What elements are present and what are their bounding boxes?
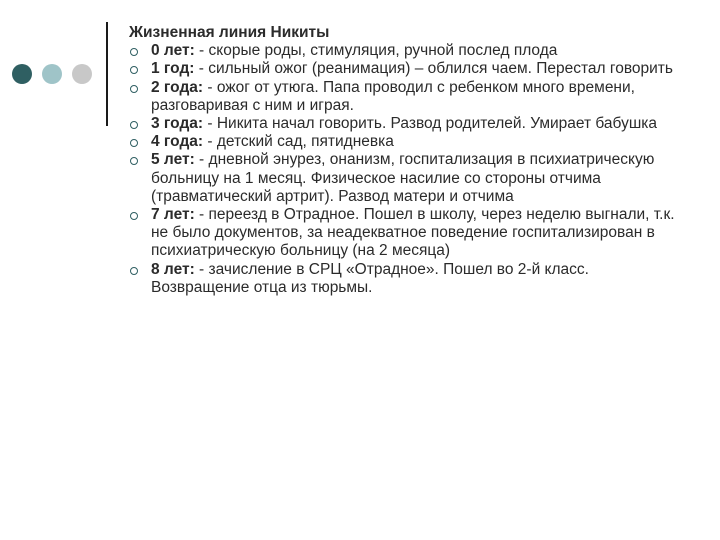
list-item xyxy=(129,133,689,151)
item-text: - зачисление в СРЦ «Отрадное». Пошел во 2-й класс. Возвращение отца из тюрьмы. xyxy=(151,260,589,296)
list-item xyxy=(129,206,689,261)
item-text: - переезд в Отрадное. Пошел в школу, через неделю выгнали, т.к. не было документов, за неадекватное поведение госпитализирован в психиатрическую больницу (на 2 месяца) xyxy=(151,206,675,260)
list-item xyxy=(129,42,689,60)
slide-content xyxy=(129,24,689,297)
age-label: 8 лет: xyxy=(151,260,195,278)
item-text: - сильный ожог (реанимация) – облился чаем. Перестал говорить xyxy=(194,60,673,78)
circle-bullet-icon xyxy=(130,121,138,129)
list-item xyxy=(129,79,689,115)
age-label: 1 год: xyxy=(151,60,195,78)
item-text: - скорые роды, стимуляция, ручной послед плода xyxy=(194,42,558,60)
item-text: - дневной энурез, онанизм, госпитализация в психиатрическую больницу на 1 месяц. Физическое насилие со стороны отчима (травматический артрит). Развод матери и отчима xyxy=(151,151,655,205)
circle-bullet-icon xyxy=(130,212,138,220)
item-text: - ожог от утюга. Папа проводил с ребенком много времени, разговаривая с ним и играя. xyxy=(151,78,635,114)
circle-bullet-icon xyxy=(130,48,138,56)
age-label: 4 года: xyxy=(151,133,204,151)
age-label: 7 лет: xyxy=(151,206,195,224)
circle-bullet-icon xyxy=(130,139,138,147)
decorative-dot-dark xyxy=(12,64,32,84)
timeline-list xyxy=(129,42,689,297)
decorative-dot-grey xyxy=(72,64,92,84)
circle-bullet-icon xyxy=(130,85,138,93)
age-label: 2 года: xyxy=(151,78,204,96)
list-item xyxy=(129,115,689,133)
decorative-dot-light xyxy=(42,64,62,84)
slide-title: Жизненная линия Никиты xyxy=(129,24,330,41)
age-label: 5 лет: xyxy=(151,151,195,169)
item-text: - детский сад, пятидневка xyxy=(203,133,394,151)
item-text: - Никита начал говорить. Развод родителей. Умирает бабушка xyxy=(203,115,658,133)
vertical-divider xyxy=(106,22,108,126)
list-item xyxy=(129,151,689,206)
age-label: 0 лет: xyxy=(151,42,195,60)
circle-bullet-icon xyxy=(130,157,138,165)
list-item xyxy=(129,261,689,297)
age-label: 3 года: xyxy=(151,115,204,133)
circle-bullet-icon xyxy=(130,66,138,74)
circle-bullet-icon xyxy=(130,267,138,275)
list-item xyxy=(129,60,689,78)
